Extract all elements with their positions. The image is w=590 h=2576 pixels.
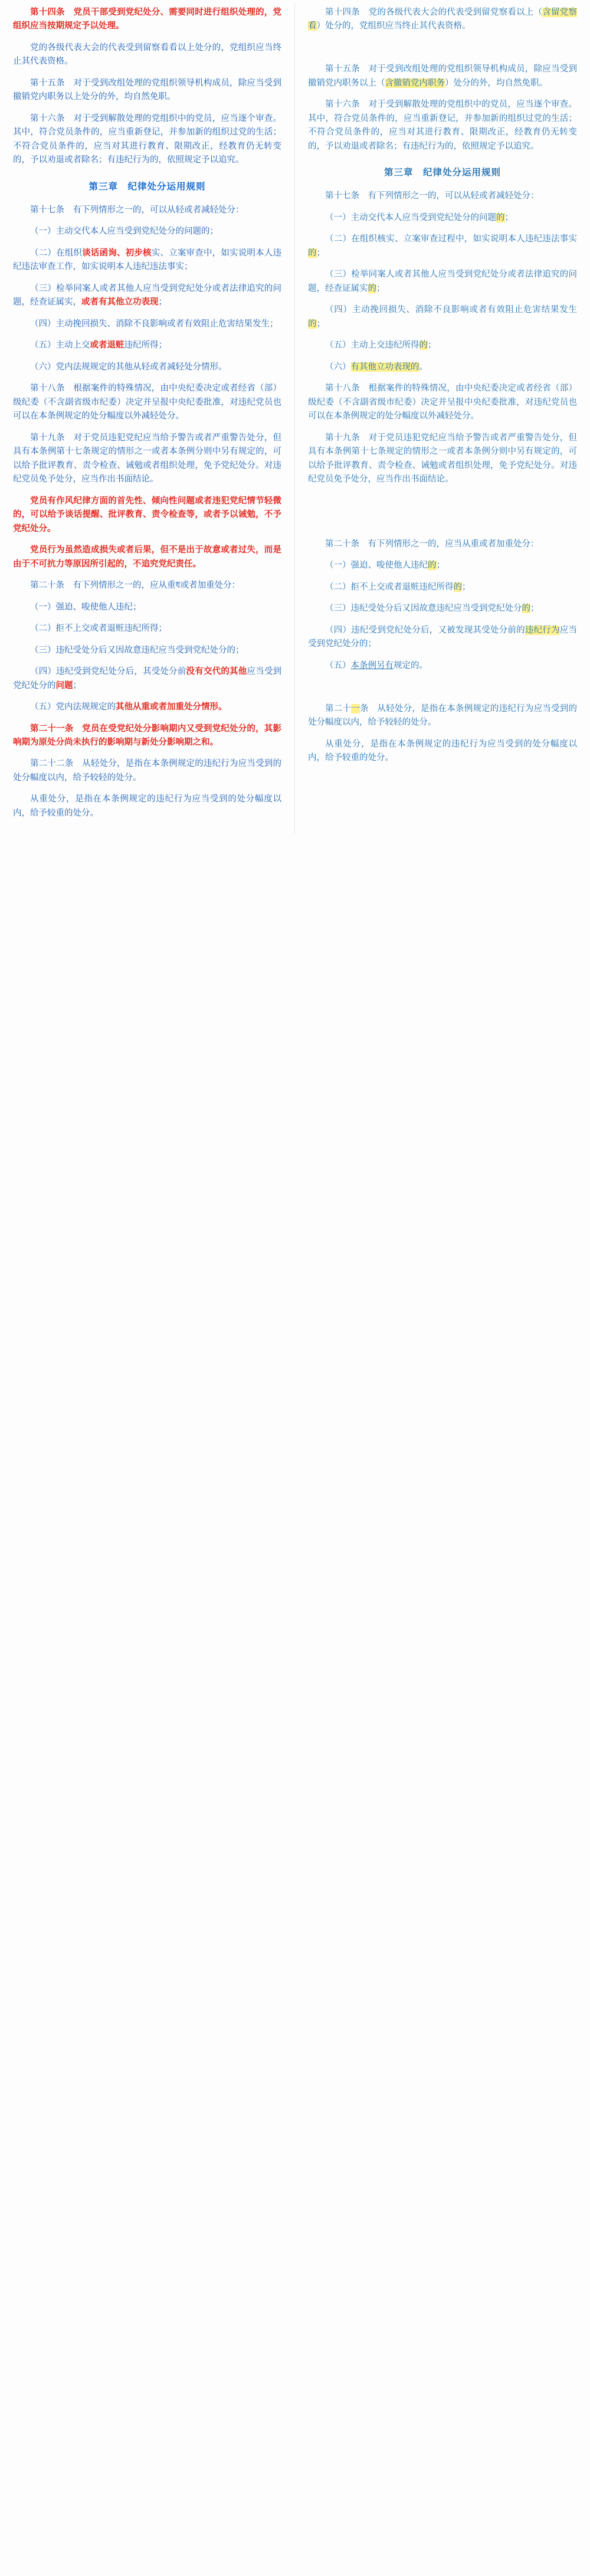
clause-paragraph (13, 247, 281, 274)
clause-paragraph (13, 225, 281, 238)
clause-paragraph (13, 382, 281, 423)
clause-paragraph (13, 622, 281, 636)
clause-paragraph (308, 559, 577, 572)
clause-paragraph (308, 538, 577, 551)
highlight-text: 含留党察看 (308, 8, 578, 31)
column-old-version (0, 2, 295, 834)
body-text: （二）拒不上交或者退赃违纪所得 (325, 582, 454, 592)
body-text: ； (462, 582, 471, 592)
body-text: （二）拒不上交或者退赃违纪所得； (30, 624, 167, 634)
clause-paragraph (13, 77, 281, 104)
body-text: ）处分的，党组织应当终止其代表资格。 (316, 21, 471, 31)
clause-paragraph (13, 282, 281, 310)
two-column-comparison (0, 2, 590, 834)
highlight-text: 的 (308, 319, 317, 329)
body-text: 应当受到党纪处分的 (13, 667, 282, 690)
body-text: 第二十二条 从轻处分，是指在本条例规定的违纪行为应当受到的处分幅度以内，给予较轻的处分。 (13, 759, 281, 783)
clause-paragraph (308, 268, 577, 296)
body-text: 本条例另有 (350, 660, 394, 670)
highlight-text: 含撤销党内职务 (385, 78, 445, 88)
clause-paragraph (13, 579, 281, 593)
highlight-text: 的 (368, 283, 376, 293)
body-text: （二）在组织核实、立案审查过程中，如实说明本人违纪违法事实 (325, 234, 577, 244)
clause-paragraph (13, 112, 281, 168)
revision-text: 或者有其他立功表现 (81, 297, 159, 307)
highlight-text: 的 (522, 604, 530, 614)
clause-paragraph (308, 431, 577, 487)
highlight-text: 的 (419, 341, 428, 351)
clause-paragraph (308, 98, 577, 153)
clause-paragraph (13, 204, 281, 217)
clause-paragraph (308, 361, 577, 374)
body-text: 第十八条 根据案件的特殊情况，由中央纪委决定或者经省（部）级纪委（不含副省级市纪委）决定并呈报中央纪委批准，对违纪党员也可以在本条例规定的处分幅度以外减轻处分。 (308, 384, 577, 421)
body-text: 第十九条 对于党员违犯党纪应当给予警告或者严重警告处分，但具有本条例第十七条规定的情形之一或者本条例分则中另有规定的，可以给予批评教育、责令检查、诫勉或者组织处理，免予党纪处分。对违纪党员免予处分，应当作出书面结论。 (308, 433, 577, 485)
clause-paragraph (13, 757, 281, 785)
body-text: （三）检举同案人或者其他人应当受到党纪处分或者法律追究的问题，经查证属实， (13, 283, 281, 307)
body-text: 应当受到党纪处分的； (308, 625, 578, 649)
clause-paragraph (13, 722, 281, 750)
body-text: 第十六条 对于受到解散处理的党组织中的党员，应当逐个审查。其中，符合党员条件的，应当重新登记，并参加新的组织过党的生活；不符合党员条件的，应当对其进行教育、限期改正，经教育仍无转变的，予以劝退或者除名；有违纪行为的，依照规定予以追究。 (13, 113, 281, 165)
body-text: 第二十 (325, 703, 352, 713)
body-text: 第二十条 有下列情形之一的，应当从重或者加重处分： (325, 539, 539, 549)
body-text: （三）违纪受处分后又因故意违纪应当受到党纪处分的； (30, 645, 244, 655)
body-text: 第十八条 根据案件的特殊情况，由中央纪委决定或者经省（部）级纪委（不含副省级市纪委）决定并呈报中央纪委批准，对违纪党员也可以在本条例规定的处分幅度以外减轻处分。 (13, 384, 281, 421)
body-text: ； (158, 297, 167, 307)
body-text: （一）强迫、唆使他人违纪； (30, 602, 142, 612)
body-text: 从重处分，是指在本条例规定的违纪行为应当受到的处分幅度以内，给予较重的处分。 (13, 794, 281, 818)
body-text: 。 (419, 362, 428, 372)
body-text: 规定的。 (394, 660, 428, 670)
body-text: 违纪所得； (124, 341, 167, 351)
highlight-text: 违纪行为 (525, 625, 560, 635)
clause-paragraph (308, 303, 577, 331)
revision-text: 或者退赃 (90, 341, 124, 351)
highlight-text: 的 (308, 248, 317, 258)
clause-paragraph (308, 189, 577, 203)
highlight-text: 的 (453, 582, 462, 592)
revision-text: 其他从重或者加重处分情形。 (116, 702, 227, 712)
clause-paragraph (308, 233, 577, 260)
clause-paragraph (308, 602, 577, 616)
highlight-text: 一 (351, 703, 360, 713)
body-text: 第十七条 有下列情形之一的，可以从轻或者减轻处分： (30, 205, 244, 215)
revision-text: 党员行为虽然造成损失或者后果，但不是出于故意或者过失，而是由于不可抗力等原因所引起的，不追究党纪责任。 (13, 545, 281, 569)
clause-paragraph (13, 431, 281, 487)
body-text: （四）违纪受到党纪处分后，其受处分前 (30, 667, 186, 677)
revision-text: 谈话函询、初步核 (82, 248, 152, 258)
clause-paragraph (308, 339, 577, 352)
revision-text: 党员有作风纪律方面的首先性、倾向性问题或者违犯党纪情节轻微的，可以给予谈话提醒、批评教育、责令检查等，或者予以诫勉，不予党纪处分。 (13, 496, 281, 533)
body-text: （五）主动上交违纪所得 (325, 341, 419, 351)
body-text: 第十五条 对于受到改组处理的党组织领导机构成员，除应当受到撤销党内职务以上处分的外，均自然免职。 (13, 78, 281, 102)
clause-paragraph (308, 211, 577, 225)
body-text: ； (73, 680, 81, 690)
body-text: ； (428, 341, 437, 351)
clause-paragraph (308, 659, 577, 673)
body-text: （一）主动交代本人应当受到党纪处分的问题 (325, 212, 496, 222)
body-text: （五） (30, 702, 56, 712)
clause-paragraph (13, 793, 281, 820)
clause-paragraph (13, 701, 281, 714)
clause-paragraph (308, 63, 577, 90)
body-text: 规定的 (90, 702, 116, 712)
body-text: （六） (325, 362, 351, 372)
body-text: ）处分的外，均自然免职。 (445, 78, 548, 88)
clause-paragraph (13, 339, 281, 352)
body-text: （四）违纪受到党纪处分后，又被发现其受处分前的 (325, 625, 525, 635)
body-text: ； (316, 248, 325, 258)
body-text: 条 从轻处分，是指在本条例规定的违纪行为应当受到的处分幅度以内，给予较轻的处分。 (308, 703, 578, 728)
body-text: ； (504, 212, 513, 222)
revision-text: 第十四条 (30, 8, 74, 17)
clause-paragraph (13, 41, 281, 69)
clause-paragraph (13, 361, 281, 374)
body-text: （四）主动挽回损失、消除不良影响或者有效阻止危害结果发生； (30, 319, 278, 329)
column-new-version (295, 2, 590, 778)
clause-paragraph (13, 665, 281, 693)
body-text: 从重处分，是指在本条例规定的违纪行为应当受到的处分幅度以内，给予较重的处分。 (308, 739, 577, 762)
body-text: 第十六条 对于受到解散处理的党组织中的党员，应当逐个审查。其中，符合党员条件的，应当重新登记，并参加新的组织过党的生活；不符合党员条件的，应当对其进行教育、限期改正，经教育仍无转变的，予以劝退或者除名；有违纪行为的，依照规定予以追究。 (308, 100, 577, 151)
clause-paragraph (13, 644, 281, 657)
chapter-heading: 第三章 纪律处分运用规则 (88, 181, 206, 192)
revision-text: 问题 (55, 680, 73, 690)
body-text: （二）在组织 (30, 248, 83, 258)
highlight-text: 的 (428, 561, 437, 571)
highlight-text: 的 (496, 212, 505, 222)
body-text: （三）违纪受处分后又因故意违纪应当受到党纪处分 (325, 604, 522, 614)
body-text: 党内法规 (55, 702, 90, 712)
body-text: 第十四条 党的各级代表大会的代表受到留党察看以上（ (325, 8, 543, 17)
body-text: （四）主动挽回损失、消除不良影响或者有效阻止危害结果发生 (325, 305, 577, 315)
body-text: （五） (325, 660, 351, 670)
body-text: 第十七条 有下列情形之一的，可以从轻或者减轻处分： (325, 191, 539, 201)
body-text: 第二十条 有下列情形之一的，应从重ধ或者加重处分： (30, 581, 241, 591)
body-text: ； (316, 319, 325, 329)
body-text: （五）主动上交 (30, 341, 90, 351)
body-text: 第十九条 对于党员违犯党纪应当给予警告或者严重警告处分，但具有本条例第十七条规定的情形之一或者本条例分则中另有规定的，可以给予批评教育、责令检查、诫勉或者组织处理，免予党纪处分。对违纪党员免予处分，应当作出书面结论。 (13, 433, 281, 485)
revision-text: 党员干部受到党纪处分、需要同时进行组织处理的，党组织应当按期规定予以处理。 (13, 8, 282, 31)
clause-paragraph (13, 495, 281, 536)
clause-paragraph (308, 624, 577, 652)
clause-paragraph (13, 601, 281, 614)
body-text: （一）主动交代本人应当受到党纪处分的问题的； (30, 227, 218, 237)
body-text: （三）检举同案人或者其他人应当受到党纪处分或者法律追究的问题，经查证属实 (308, 270, 577, 293)
body-text: （一）强迫、唆使他人违纪 (325, 561, 428, 571)
body-text: （六）党内法规规定的其他从轻或者减轻处分情形。 (30, 362, 227, 372)
clause-paragraph (308, 6, 577, 34)
highlight-text: 有其他立功表现的 (350, 362, 419, 372)
clause-paragraph (308, 738, 577, 765)
body-text: 实、立案审查中，如实说明本人违纪违法审查工作，如实说明本人违纪违法事实； (13, 248, 282, 272)
clause-paragraph (308, 702, 577, 730)
chapter-heading: 第三章 纪律处分运用规则 (384, 168, 501, 178)
clause-paragraph (13, 6, 281, 34)
clause-paragraph (308, 382, 577, 423)
clause-paragraph (13, 544, 281, 571)
clause-paragraph (13, 318, 281, 331)
revision-text: 没有交代的其他 (186, 667, 247, 677)
body-text: ； (436, 561, 445, 571)
body-text: ； (530, 604, 539, 614)
body-text: 第十五条 对于受到改组处理的党组织领导机构成员，除应当受到撤销党内职务以上（ (308, 64, 577, 88)
clause-paragraph (308, 581, 577, 594)
body-text: 党的各级代表大会的代表受到留察看看以上处分的，党组织应当终止其代表资格。 (13, 42, 281, 67)
body-text: ； (376, 283, 385, 293)
revision-text: 第二十一条 党员在受党纪处分影响期内又受到党纪处分的，其影响期为原处分尚未执行的影响期与新处分影响期之和。 (13, 724, 281, 747)
